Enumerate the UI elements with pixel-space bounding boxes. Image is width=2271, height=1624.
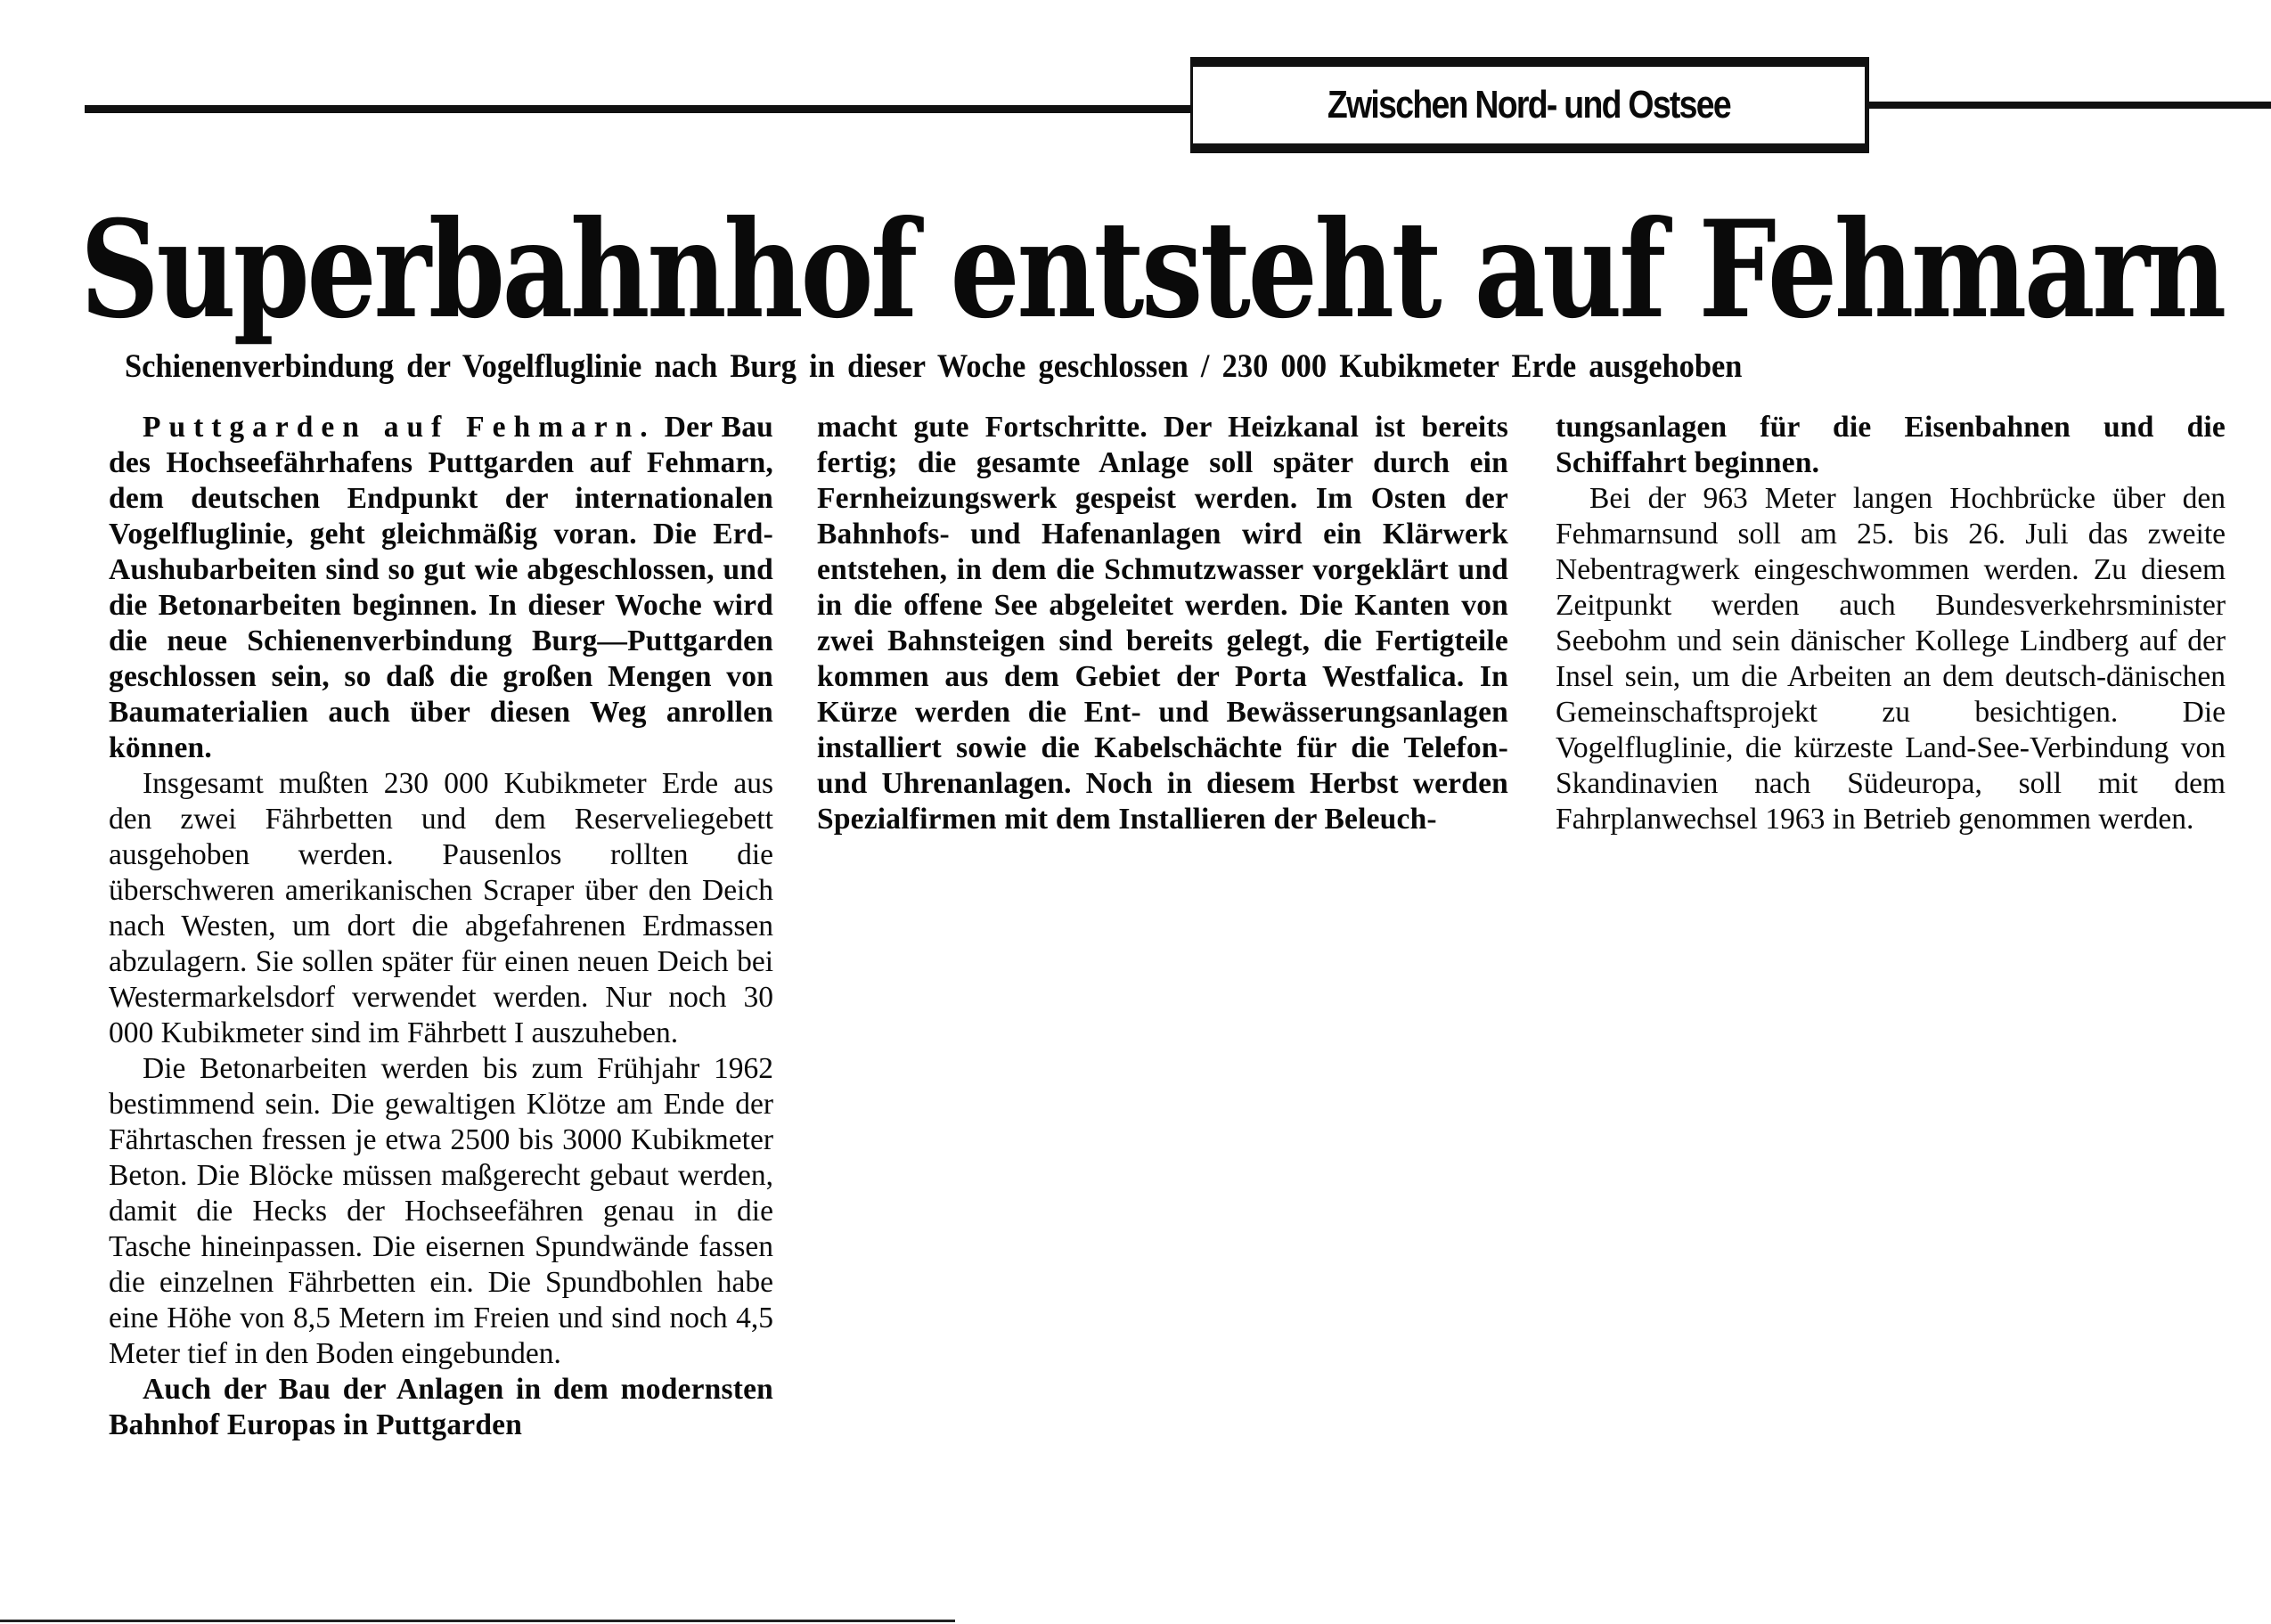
body-paragraph: Bei der 963 Meter langen Hochbrücke über den Fehmarnsund soll am 25. bis 26. Juli das zweite Nebentragwerk eingeschwommen werden. Zu diesem Zeitpunkt werden auch Bundesverkehrsminister Seebohm und sein dänischer Kollege Lindberg auf der Insel sein, um die Arbeiten an dem deutsch-dänischen Gemeinschaftsprojekt zu besichtigen. Die Vogelfluglinie, die kürzeste Land-See-Verbindung von Skandinavien nach Südeuropa, soll mit dem Fahrplanwechsel 1963 in Betrieb genommen werden.	[1556, 482, 2226, 836]
body-paragraph-bold: Auch der Bau der Anlagen in dem modernsten Bahnhof Europas in Puttgarden	[109, 1373, 773, 1441]
body-paragraph-bold: macht gute Fortschritte. Der Heizkanal ist bereits fertig; die gesamte Anlage soll später durch ein Fernheizungswerk gespeist werden. Im Osten der Bahnhofs- und Hafenanlagen wird ein Klärwerk entstehen, in dem die Schmutzwasser vorgeklärt und in die offene See abgeleitet werden. Die Kanten von zwei Bahnsteigen sind bereits gelegt, die Fertigteile kommen aus dem Gebiet der Porta Westfalica. In Kürze werden die Ent- und Bewässerungsanlagen installiert sowie die Kabelschächte für die Telefon- und Uhrenanlagen. Noch in diesem Herbst werden Spezialfirmen mit dem Installieren der Beleuch-	[817, 411, 1508, 836]
article-headline: Superbahnhof entsteht auf Fehmarn	[80, 192, 2224, 348]
article-column-1	[109, 410, 773, 1443]
body-paragraph-bold: tungsanlagen für die Eisenbahnen und die Schiffahrt beginnen.	[1556, 411, 2226, 479]
body-paragraph: Insgesamt mußten 230 000 Kubikmeter Erde aus den zwei Fährbetten und dem Reserveliegebett ausgehoben werden. Pausenlos rollten die überschweren amerikanischen Scraper über den Deich nach Westen, um dort die abgefahrenen Erdmassen abzulagern. Sie sollen später für einen neuen Deich bei Westermarkelsdorf verwendet werden. Nur noch 30 000 Kubikmeter sind im Fährbett I auszuheben.	[109, 767, 773, 1049]
article-column-2	[817, 410, 1508, 837]
section-kicker-box	[1190, 57, 1869, 153]
lead-paragraph	[109, 410, 773, 766]
section-rule-right	[1869, 102, 2271, 109]
article-column-3	[1556, 410, 2226, 837]
section-rule-left	[85, 105, 1191, 113]
section-kicker: Zwischen Nord- und Ostsee	[1327, 83, 1731, 126]
body-paragraph: Die Betonarbeiten werden bis zum Frühjahr 1962 bestimmend sein. Die gewaltigen Klötze am Ende der Fährtaschen fressen je etwa 2500 bis 3000 Kubikmeter Beton. Die Blöcke müssen maßgerecht gebaut werden, damit die Hecks der Hochseefähren genau in die Tasche hineinpassen. Die eisernen Spundwände fassen die einzelnen Fährbetten ein. Die Spundbohlen habe eine Höhe von 8,5 Metern im Freien und sind noch 4,5 Meter tief in den Boden eingebunden.	[109, 1052, 773, 1370]
bottom-rule	[0, 1620, 955, 1622]
lead-text: Der Bau des Hochseefährhafens Puttgarden auf Fehmarn, dem deutschen Endpunkt der internationalen Vogelfluglinie, geht gleichmäßig voran. Die Erd-Aushubarbeiten sind so gut wie abgeschlossen, und die Betonarbeiten beginnen. In dieser Woche wird die neue Schienenverbindung Burg—Puttgarden geschlossen sein, so daß die großen Mengen von Baumaterialien auch über diesen Weg anrollen können.	[109, 411, 774, 764]
dateline: Puttgarden auf Fehmarn.	[143, 411, 656, 444]
article-subheadline: Schienenverbindung der Vogelfluglinie nach Burg in dieser Woche geschlossen / 230 000 Kubikmeter Erde ausgehoben	[125, 348, 1743, 385]
